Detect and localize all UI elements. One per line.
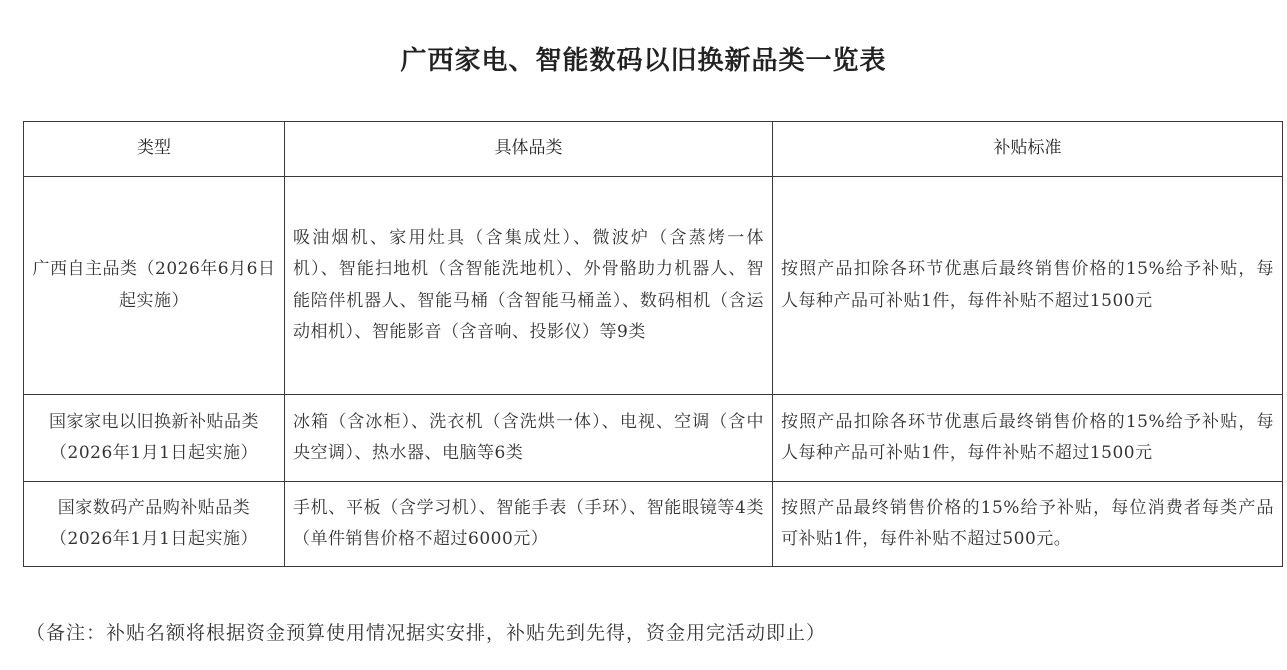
cell-standard: 按照产品扣除各环节优惠后最终销售价格的15%给予补贴，每人每种产品可补贴1件，每件补贴不超过1500元: [773, 177, 1283, 395]
footnote: （备注：补贴名额将根据资金预算使用情况据实安排，补贴先到先得，资金用完活动即止）: [26, 622, 827, 644]
table-row: [24, 395, 1283, 482]
cell-items: 手机、平板（含学习机）、智能手表（手环）、智能眼镜等4类（单件销售价格不超过6000元）: [285, 482, 773, 567]
header-type: 类型: [24, 122, 285, 177]
subsidy-category-table: [23, 121, 1283, 567]
cell-type: 国家家电以旧换新补贴品类（2026年1月1日起实施）: [24, 395, 285, 482]
cell-items: 吸油烟机、家用灶具（含集成灶）、微波炉（含蒸烤一体机）、智能扫地机（含智能洗地机）、外骨骼助力机器人、智能陪伴机器人、智能马桶（含智能马桶盖）、数码相机（含运动相机）、智能影音（含音响、投影仪）等9类: [285, 177, 773, 395]
cell-items: 冰箱（含冰柜）、洗衣机（含洗烘一体）、电视、空调（含中央空调）、热水器、电脑等6类: [285, 395, 773, 482]
header-items: 具体品类: [285, 122, 773, 177]
cell-type: 国家数码产品购补贴品类（2026年1月1日起实施）: [24, 482, 285, 567]
table-header-row: [24, 122, 1283, 177]
cell-standard: 按照产品最终销售价格的15%给予补贴，每位消费者每类产品可补贴1件，每件补贴不超过500元。: [773, 482, 1283, 567]
cell-type: 广西自主品类（2026年6月6日起实施）: [24, 177, 285, 395]
header-standard: 补贴标准: [773, 122, 1283, 177]
cell-standard: 按照产品扣除各环节优惠后最终销售价格的15%给予补贴，每人每种产品可补贴1件，每件补贴不超过1500元: [773, 395, 1283, 482]
table-row: [24, 482, 1283, 567]
table-row: [24, 177, 1283, 395]
page-title: 广西家电、智能数码以旧换新品类一览表: [400, 46, 887, 76]
